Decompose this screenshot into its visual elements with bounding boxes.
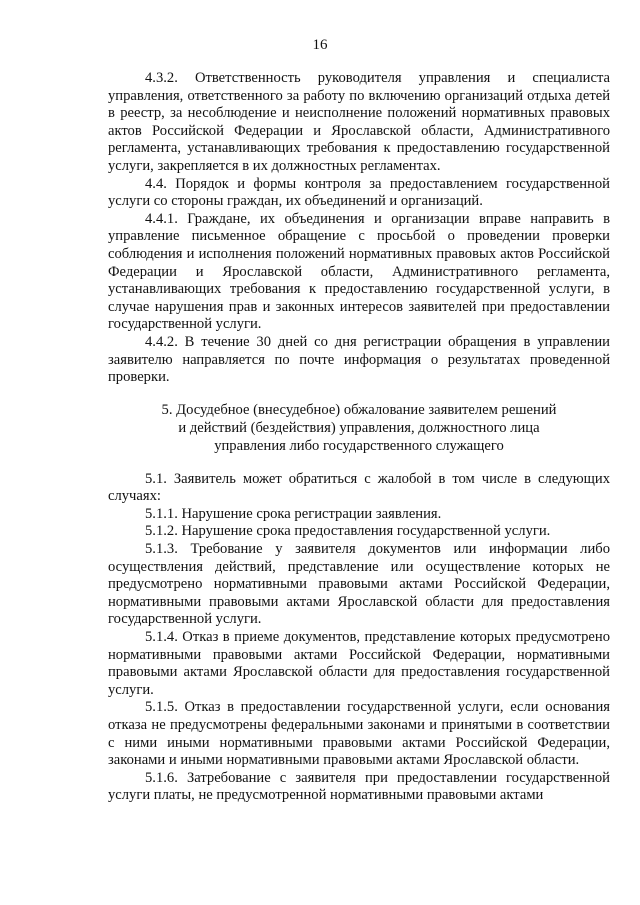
paragraph-4-4: 4.4. Порядок и формы контроля за предоставлением государственной услуги со стороны граждан, их объединений и организаций.	[108, 175, 610, 210]
paragraph-5-1-5: 5.1.5. Отказ в предоставлении государственной услуги, если основания отказа не предусмотрены федеральными законами и принятыми в соответствии с ними иными нормативными правовыми актами Российской Федерации, законами и иными нормативными правовыми актами Ярославской области.	[108, 699, 610, 769]
page-number: 16	[312, 37, 328, 53]
paragraph-5-1-4: 5.1.4. Отказ в приеме документов, представление которых предусмотрено нормативными правовыми актами Российской Федерации, нормативными правовыми актами Ярославской области для предоставления государственной услуги.	[108, 629, 610, 698]
paragraph-5-1-6: 5.1.6. Затребование с заявителя при предоставлении государственной услуги платы, не предусмотренной нормативными правовыми актами	[108, 769, 610, 804]
paragraph-4-4-2: 4.4.2. В течение 30 дней со дня регистрации обращения в управлении заявителю направляется по почте информация о результатах проведенной проверки.	[108, 333, 610, 386]
paragraph-5-1-2: 5.1.2. Нарушение срока предоставления государственной услуги.	[145, 523, 551, 540]
paragraph-5-1-1: 5.1.1. Нарушение срока регистрации заявления.	[145, 505, 442, 522]
section-5-heading	[108, 401, 610, 455]
section-heading-line-2: и действий (бездействия) управления, должностного лица	[178, 419, 540, 436]
paragraph-5-1: 5.1. Заявитель может обратиться с жалобой в том числе в следующих случаях:	[108, 470, 610, 505]
section-heading-line-3: управления либо государственного служащего	[214, 437, 504, 454]
paragraph-4-4-1: 4.4.1. Граждане, их объединения и организации вправе направить в управление письменное обращение с просьбой о проведении проверки соблюдения и исполнения положений нормативных правовых актов Российской Федерации и Ярославской области, Административного регламента, устанавливающих требования к предоставлению государственной услуги, в случае нарушения прав и законных интересов заявителей при предоставлении государственной услуги.	[108, 210, 610, 333]
paragraph-4-3-2: 4.3.2. Ответственность руководителя управления и специалиста управления, ответственного за работу по включению организаций отдыха детей в реестр, за несоблюдение и неисполнение положений нормативных правовых актов Российской Федерации и Ярославской области, Административного регламента, устанавливающих требования к предоставлению государственной услуги, закрепляется в их должностных регламентах.	[108, 70, 610, 174]
paragraph-5-1-3: 5.1.3. Требование у заявителя документов или информации либо осуществления действий, представление или осуществление которых не предусмотрено нормативными правовыми актами Российской Федерации, нормативными правовыми актами Ярославской области для предоставления государственной услуги.	[108, 541, 610, 628]
document-body	[108, 70, 610, 805]
section-heading-line-1: 5. Досудебное (внесудебное) обжалование заявителем решений	[161, 401, 557, 418]
